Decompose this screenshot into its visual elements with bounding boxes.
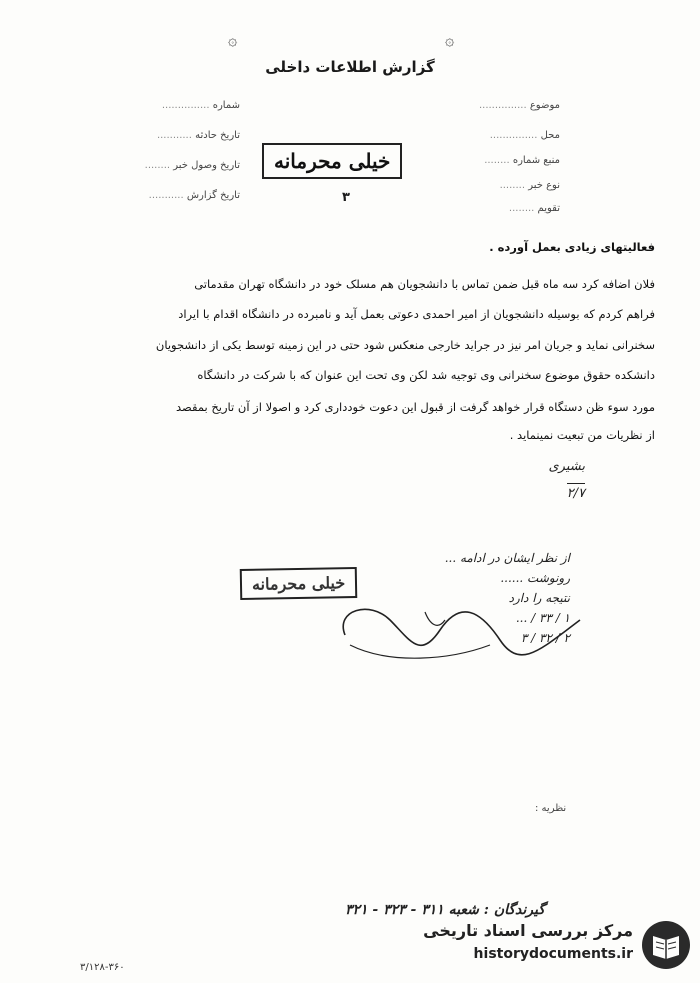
field-evaluation-label: تقویم bbox=[537, 203, 560, 214]
report-title: گزارش اطلاعات داخلی bbox=[265, 58, 435, 76]
watermark-url: historydocuments.ir bbox=[473, 946, 633, 962]
field-number-label: شماره bbox=[212, 100, 240, 111]
body-line-4: دانشکده حقوق موضوع سخنرانی وی توجیه شد لکن وی تحت این عنوان که با شرکت در دانشگاه bbox=[197, 368, 655, 382]
body-line-1: فلان اضافه کرد سه ماه قبل ضمن تماس با دانشجویان هم مسلک خود در دانشگاه تهران مقدماتی bbox=[194, 277, 655, 291]
routing-note-line-4: ۱ / ۳۳ / ... bbox=[515, 611, 570, 625]
field-receipt-date-label: تاریخ وصول خبر bbox=[173, 160, 240, 171]
body-line-6: از نظریات من تبعیت نمینماید . bbox=[509, 428, 655, 442]
field-subject-dots: ............... bbox=[478, 100, 527, 111]
field-evaluation bbox=[509, 203, 560, 214]
routing-note-line-1: از نظر ایشان در ادامه ... bbox=[444, 551, 570, 565]
body-line-5: مورد سوء ظن دستگاه قرار خواهد گرفت از قبول این دعوت خودداری کرد و اصولا از آن تاریخ بمقصد bbox=[176, 400, 655, 414]
field-receipt-date bbox=[145, 160, 240, 171]
field-incident-date bbox=[157, 130, 240, 141]
field-news-type bbox=[500, 180, 560, 191]
field-report-date-dots: ........... bbox=[148, 190, 184, 201]
field-number-dots: ............... bbox=[161, 100, 210, 111]
field-location-label: محل bbox=[540, 130, 560, 141]
field-evaluation-dots: ........ bbox=[508, 203, 535, 214]
routing-note-line-3: نتیجه را دارد bbox=[508, 591, 570, 605]
body-line-2: فراهم کردم که بوسیله دانشجویان از امیر احمدی دعوتی بعمل آید و نامبرده در دانشگاه اقدام با ایراد bbox=[178, 307, 655, 321]
form-code: ۳/۱۲۸-۳۶۰ bbox=[80, 962, 125, 973]
field-subject-label: موضوع bbox=[529, 100, 560, 111]
field-source-number-dots: ........ bbox=[484, 155, 510, 166]
field-incident-date-dots: ........... bbox=[156, 130, 192, 141]
archive-watermark bbox=[415, 918, 693, 974]
field-number bbox=[162, 100, 240, 111]
emblem-left-mark: ۞ bbox=[228, 30, 238, 49]
field-location-dots: ............... bbox=[489, 130, 538, 141]
field-news-type-dots: ........ bbox=[499, 180, 525, 191]
routing-note-line-5: ۲ / ۳۲ / ۳ bbox=[520, 631, 570, 645]
officer-initials: بشیری bbox=[548, 459, 585, 474]
body-opening-line: فعالیتهای زیادی بعمل آورده . bbox=[489, 240, 655, 254]
field-news-type-label: نوع خبر bbox=[528, 180, 560, 191]
field-incident-date-label: تاریخ حادثه bbox=[195, 130, 240, 141]
field-location bbox=[490, 130, 560, 141]
field-receipt-date-dots: ........ bbox=[144, 160, 171, 171]
initials-date: ۲/۷ bbox=[567, 483, 585, 501]
field-source-number-label: منبع شماره bbox=[512, 155, 560, 166]
top-secret-stamp: خیلی محرمانه bbox=[262, 143, 402, 179]
lower-secret-stamp: خیلی محرمانه bbox=[240, 567, 358, 600]
emblem-right-mark: ۞ bbox=[445, 30, 455, 49]
distribution-recipients: گیرندگان : شعبه ۳۱۱ - ۳۲۳ - ۳۲۱ bbox=[345, 902, 545, 918]
signature-scribble bbox=[330, 590, 590, 670]
book-logo-icon bbox=[641, 920, 691, 970]
routing-note-line-2: رونوشت ...... bbox=[500, 571, 570, 585]
field-subject bbox=[479, 100, 560, 111]
body-line-3: سخنرانی نماید و جریان امر نیز در جراید خارجی منعکس شود حتی در این زمینه توسط یکی از دانشجویان bbox=[155, 338, 655, 352]
classification-number: ۳ bbox=[342, 190, 350, 205]
field-source-number bbox=[484, 155, 560, 166]
field-report-date bbox=[149, 190, 240, 201]
opinion-label: نظریه : bbox=[535, 803, 567, 814]
watermark-org-name: مرکز بررسی اسناد تاریخی bbox=[423, 921, 633, 940]
field-report-date-label: تاریخ گزارش bbox=[186, 190, 240, 201]
